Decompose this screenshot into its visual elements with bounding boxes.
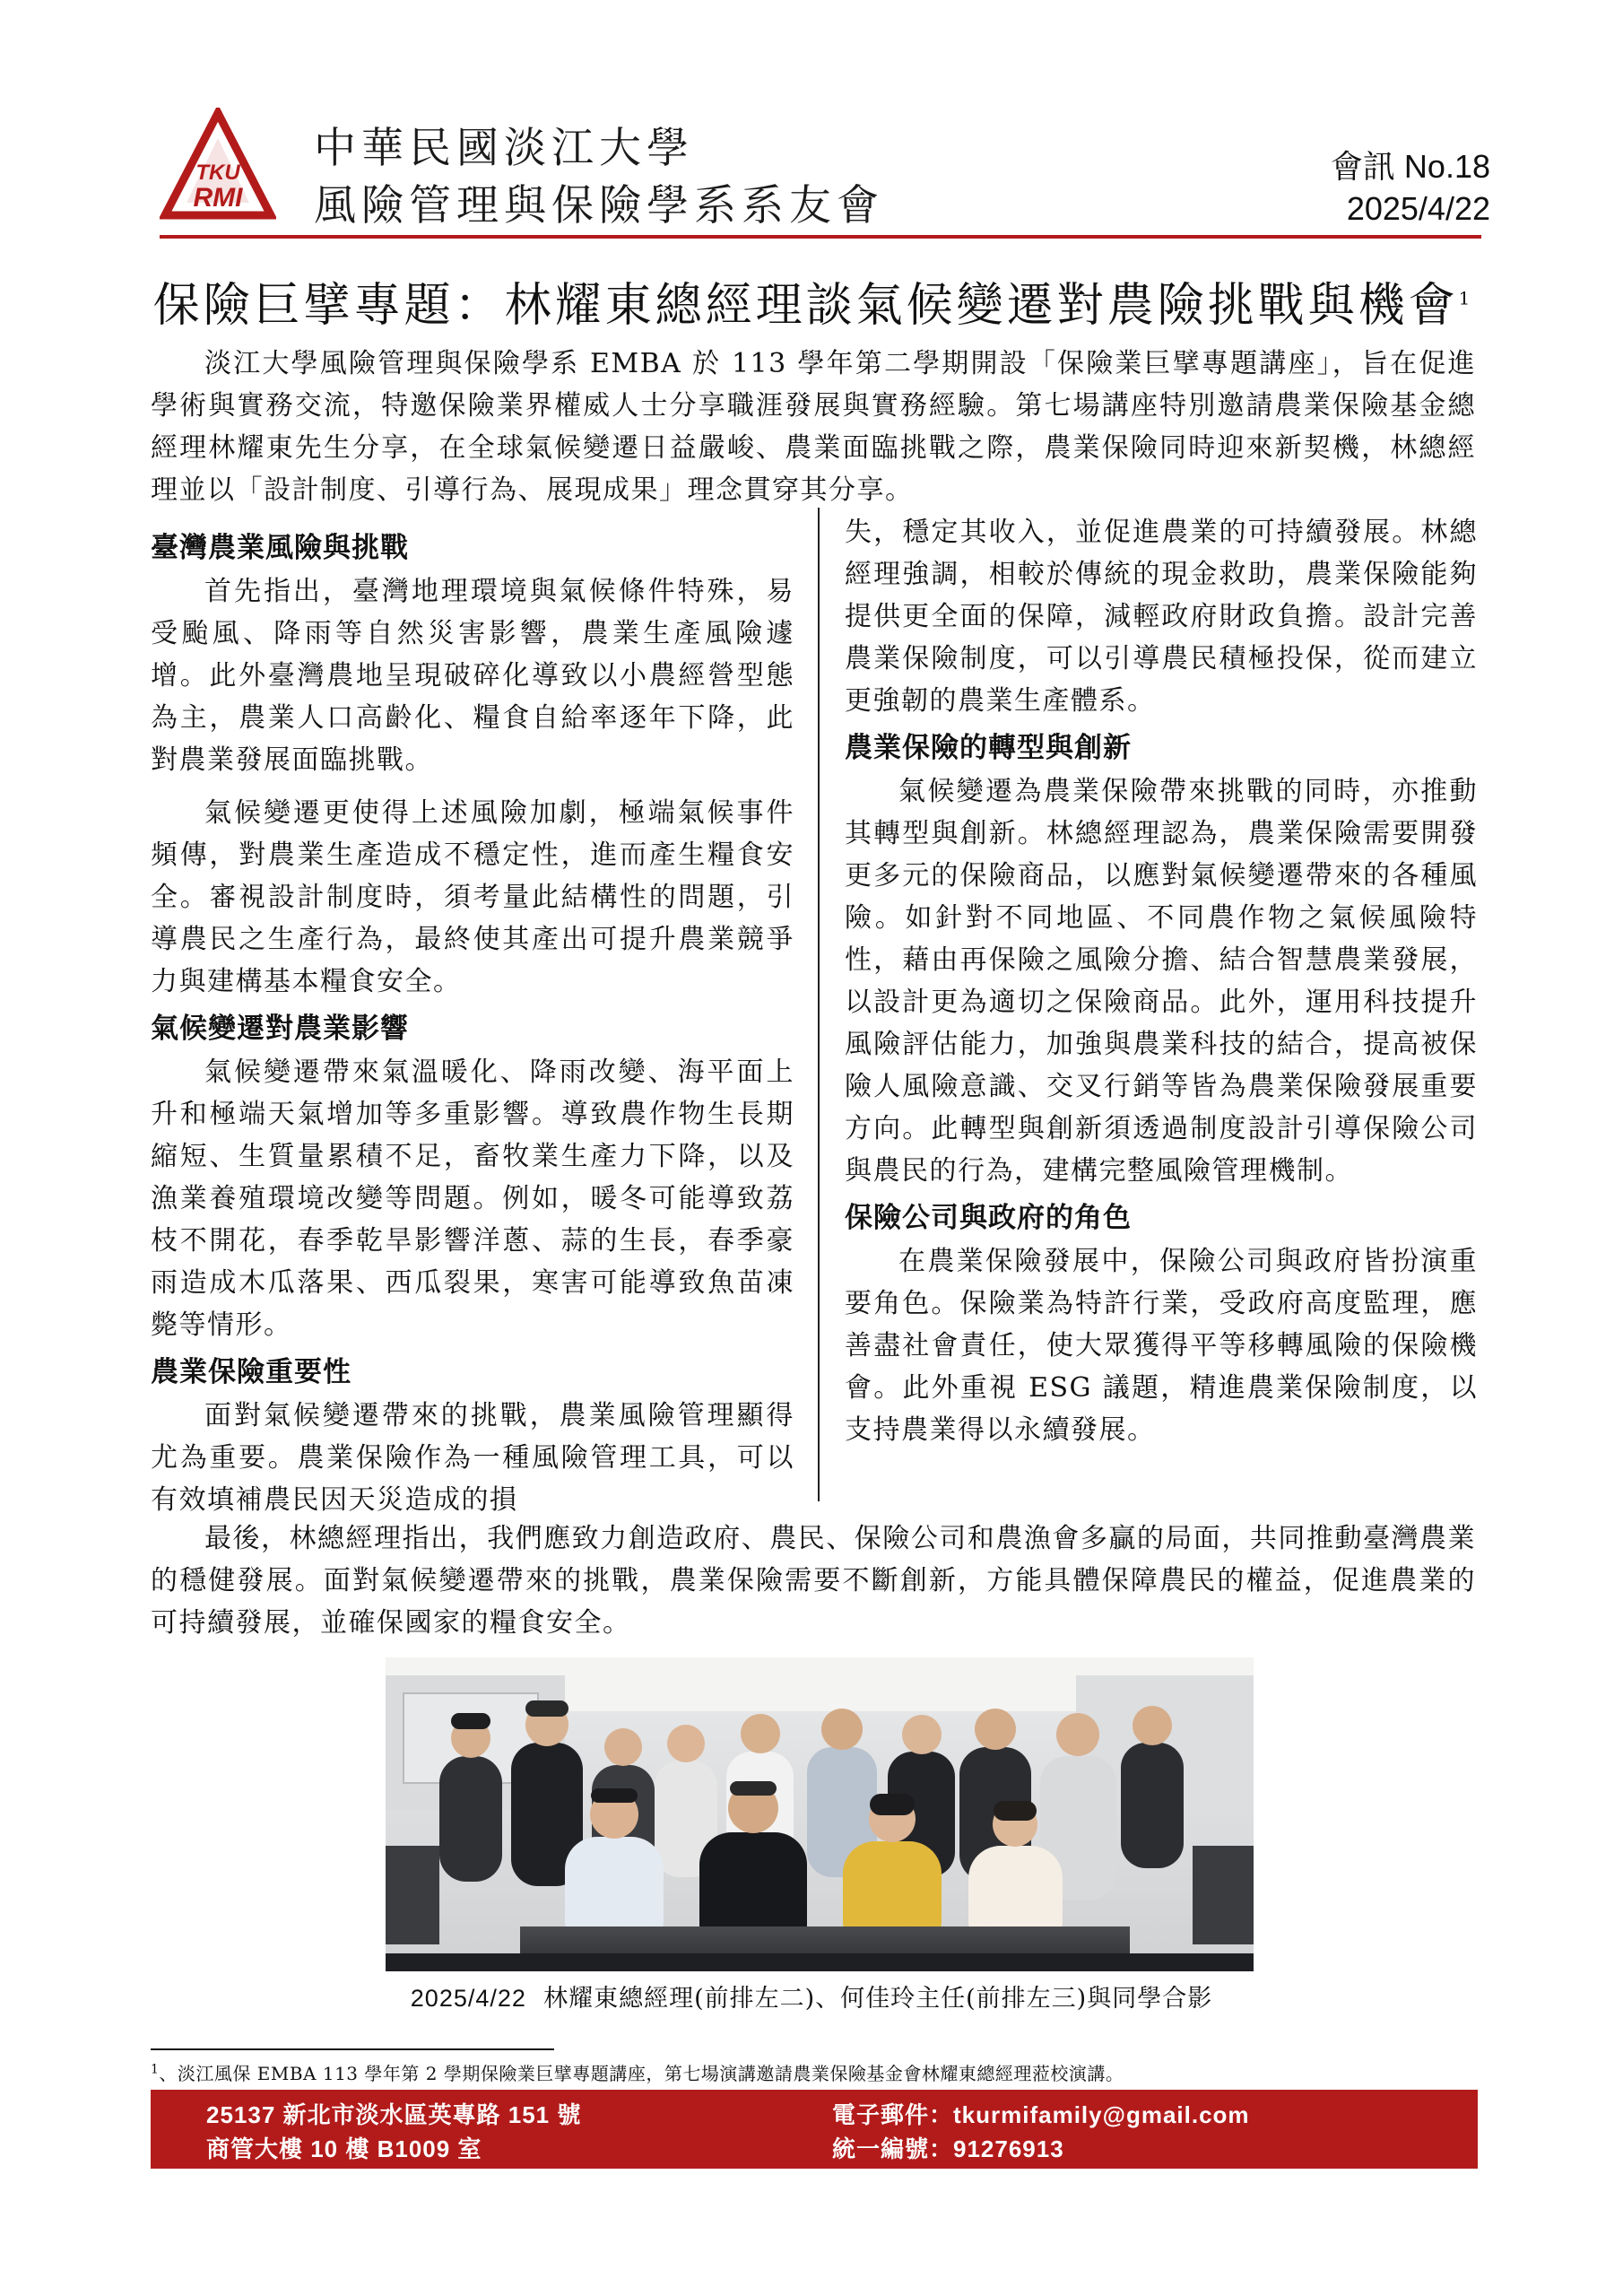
footer-email: 電子郵件：tkurmifamily@gmail.com [832, 2101, 1250, 2128]
org-name-line2: 風險管理與保險學系系友會 [314, 181, 884, 230]
paragraph-transformation: 氣候變遷為農業保險帶來挑戰的同時，亦推動其轉型與創新。林總經理認為，農業保險需要開發更多元的保險商品，以應對氣候變遷帶來的各種風險。如針對不同地區、不同農作物之氣候風險特性，藉由再保險之風險分擔、結合智慧農業發展，以設計更為適切之保險商品。此外，運用科技提升風險評估能力，加強與農業科技的結合，提高被保險人風險意識、交叉行銷等皆為農業保險發展重要方向。此轉型與創新須透過制度設計引導保險公司與農民的行為，建構完整風險管理機制。 [845, 776, 1478, 1187]
footnote-text: 、淡江風保 EMBA 113 學年第 2 學期保險業巨擘專題講座，第七場演講邀請農業保險基金會林耀東總經理蒞校演講。 [159, 2063, 1124, 2084]
photo-caption-text: 林耀東總經理(前排左二)、何佳玲主任(前排左三)與同學合影 [543, 1985, 1213, 2013]
photo-caption [0, 1979, 1623, 2013]
section-heading-taiwan-risk: 臺灣農業風險與挑戰 [151, 532, 409, 563]
section-heading-transformation: 農業保險的轉型與創新 [845, 732, 1132, 763]
closing-paragraph: 最後，林總經理指出，我們應致力創造政府、農民、保險公司和農漁會多贏的局面，共同推動臺灣農業的穩健發展。面對氣候變遷帶來的挑戰，農業保險需要不斷創新，方能具體保障農民的權益，促進農業的可持續發展，並確保國家的糧食安全。 [151, 1523, 1476, 1639]
footer-address-line2: 商管大樓 10 樓 B1009 室 [206, 2135, 482, 2162]
right-column [845, 511, 1478, 1451]
footnote-divider [151, 2048, 554, 2050]
footnote [151, 2059, 1124, 2085]
header-divider [160, 235, 1481, 239]
column-divider [818, 508, 820, 1501]
paragraph-taiwan-risk-1: 首先指出，臺灣地理環境與氣候條件特殊，易受颱風、降雨等自然災害影響，農業生產風險遽增。此外臺灣農地呈現破碎化導致以小農經營型態為主，農業人口高齡化、糧食自給率逐年下降，此對農業發展面臨挑戰。 [151, 576, 794, 776]
paragraph-insurance-importance: 面對氣候變遷帶來的挑戰，農業風險管理顯得尤為重要。農業保險作為一種風險管理工具，可以有效填補農民因天災造成的損 [151, 1400, 794, 1516]
paragraph-climate-impact: 氣候變遷帶來氣溫暖化、降雨改變、海平面上升和極端天氣增加等多重影響。導致農作物生長期縮短、生質量累積不足，畜牧業生產力下降，以及漁業養殖環境改變等問題。例如，暖冬可能導致荔枝不開花，春季乾旱影響洋蔥、蒜的生長，春季豪雨造成木瓜落果、西瓜裂果，寒害可能導致魚苗凍斃等情形。 [151, 1057, 794, 1341]
footer-tax-id: 統一編號：91276913 [832, 2135, 1064, 2162]
paragraph-taiwan-risk-2: 氣候變遷更使得上述風險加劇，極端氣候事件頻傳，對農業生產造成不穩定性，進而產生糧食安全。審視設計制度時，須考量此結構性的問題，引導農民之生產行為，最終使其產出可提升農業競爭力與建構基本糧食安全。 [151, 797, 794, 997]
issue-number: 會訊 No.18 [1330, 148, 1490, 185]
section-heading-insurance-importance: 農業保險重要性 [151, 1356, 352, 1387]
paragraph-roles: 在農業保險發展中，保險公司與政府皆扮演重要角色。保險業為特許行業，受政府高度監理，應善盡社會責任，使大眾獲得平等移轉風險的保險機會。此外重視 ESG 議題，精進農業保險制度，以支持農業得以永續發展。 [845, 1246, 1478, 1446]
title-footnote-mark: 1 [1458, 287, 1471, 309]
logo-text-top: TKU [195, 161, 240, 185]
article-title [0, 267, 1623, 335]
footer-bar [151, 2090, 1478, 2169]
photo-caption-date: 2025/4/22 [410, 1985, 526, 2012]
footer-address-line1: 25137 新北市淡水區英專路 151 號 [206, 2101, 582, 2128]
section-heading-roles: 保險公司與政府的角色 [845, 1202, 1132, 1233]
article-title-text: 保險巨擘專題：林耀東總經理談氣候變遷對農險挑戰與機會 [152, 279, 1459, 333]
footnote-mark: 1 [151, 2062, 160, 2077]
tku-rmi-logo [160, 108, 276, 224]
section-heading-climate-impact: 氣候變遷對農業影響 [151, 1013, 409, 1044]
group-photo [386, 1657, 1254, 1971]
issue-date: 2025/4/22 [1346, 190, 1490, 227]
paragraph-insurance-importance-cont: 失，穩定其收入，並促進農業的可持續發展。林總經理強調，相較於傳統的現金救助，農業保險能夠提供更全面的保障，減輕政府財政負擔。設計完善農業保險制度，可以引導農民積極投保，從而建立更強韌的農業生產體系。 [845, 517, 1478, 717]
left-column [151, 522, 794, 1521]
org-name-line1: 中華民國淡江大學 [314, 124, 694, 173]
logo-text-bottom: RMI [193, 183, 243, 213]
intro-paragraph: 淡江大學風險管理與保險學系 EMBA 於 113 學年第二學期開設「保險業巨擘專題講座」，旨在促進學術與實務交流，特邀保險業界權威人士分享職涯發展與實務經驗。第七場講座特別邀請農業保險基金總經理林耀東先生分享，在全球氣候變遷日益嚴峻、農業面臨挑戰之際，農業保險同時迎來新契機，林總經理並以「設計制度、引導行為、展現成果」理念貫穿其分享。 [151, 348, 1476, 506]
